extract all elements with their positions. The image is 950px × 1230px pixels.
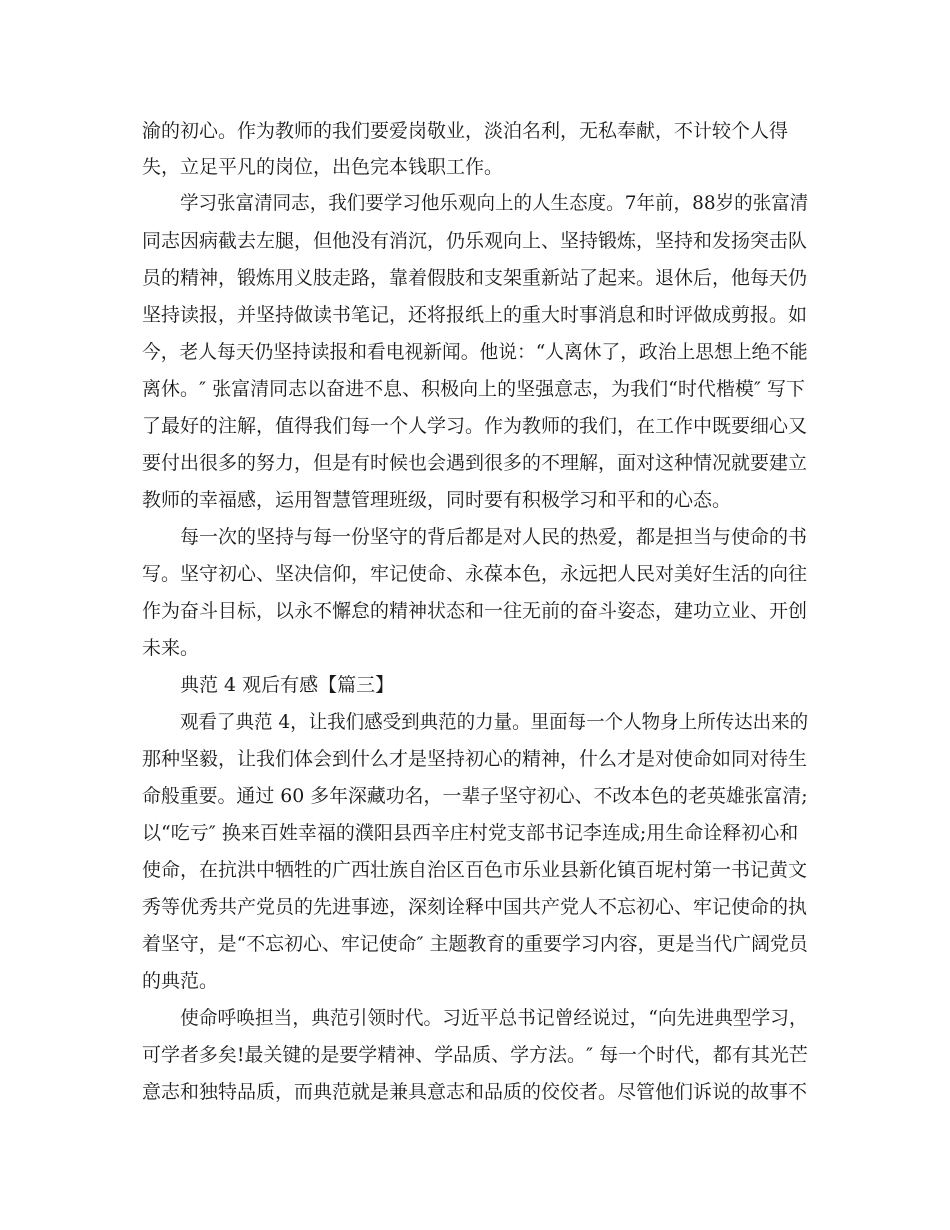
text-line: 作为奋斗目标，以永不懈怠的精神状态和一往无前的奋斗姿态，建功立业、开创	[142, 600, 808, 622]
text-line: 观看了典范 4，让我们感受到典范的力量。里面每一个人物身上所传达出来的	[180, 711, 809, 733]
text-line: 使命，在抗洪中牺牲的广西壮族自治区百色市乐业县新化镇百坭村第一书记黄文	[142, 859, 808, 881]
text-line: 写。坚守初心、坚决信仰，牢记使命、永葆本色，永远把人民对美好生活的向往	[142, 563, 808, 585]
section-heading: 典范 4 观后有感【篇三】	[180, 674, 395, 696]
text-line: 的典范。	[142, 970, 219, 992]
text-line: 离休。″ 张富清同志以奋进不息、积极向上的坚强意志，为我们“时代楷模″ 写下	[142, 378, 805, 400]
text-line: 意志和独特品质，而典范就是兼具意志和品质的佼佼者。尽管他们诉说的故事不	[142, 1081, 808, 1103]
text-line: 员的精神，锻炼用义肢走路，靠着假肢和支架重新站了起来。退休后，他每天仍	[142, 267, 808, 289]
text-line: 失，立足平凡的岗位，出色完本钱职工作。	[142, 156, 504, 178]
text-line: 使命呼唤担当，典范引领时代。习近平总书记曾经说过，“向先进典型学习，	[180, 1007, 808, 1029]
text-line: 学习张富清同志，我们要学习他乐观向上的人生态度。7年前，88岁的张富清	[180, 192, 809, 214]
text-line: 同志因病截去左腿，但他没有消沉，仍乐观向上、坚持锻炼，坚持和发扬突击队	[142, 230, 808, 252]
text-line: 要付出很多的努力，但是有时候也会遇到很多的不理解，面对这种情况就要建立	[142, 452, 808, 474]
text-line: 未来。	[142, 637, 200, 659]
text-line: 命般重要。通过 60 多年深藏功名，一辈子坚守初心、不改本色的老英雄张富清;	[142, 785, 808, 807]
text-line: 坚持读报，并坚持做读书笔记，还将报纸上的重大时事消息和时评做成剪报。如	[142, 304, 808, 326]
text-line: 以“吃亏″ 换来百姓幸福的濮阳县西辛庄村党支部书记李连成;用生命诠释初心和	[142, 822, 799, 844]
text-line: 渝的初心。作为教师的我们要爱岗敬业，淡泊名利，无私奉献，不计较个人得	[142, 120, 789, 142]
text-line: 着坚守，是“不忘初心、牢记使命″ 主题教育的重要学习内容，更是当代广阔党员	[142, 933, 808, 955]
text-line: 教师的幸福感，运用智慧管理班级，同时要有积极学习和平和的心态。	[142, 489, 732, 511]
text-line: 可学者多矣!最关键的是要学精神、学品质、学方法。″ 每一个时代，都有其光芒	[142, 1044, 808, 1066]
text-line: 那种坚毅，让我们体会到什么才是坚持初心的精神，什么才是对使命如同对待生	[142, 748, 808, 770]
text-line: 今，老人每天仍坚持读报和看电视新闻。他说：“人离休了，政治上思想上绝不能	[142, 341, 808, 363]
text-line: 每一次的坚持与每一份坚守的背后都是对人民的热爱，都是担当与使命的书	[180, 526, 808, 548]
text-line: 秀等优秀共产党员的先进事迹，深刻诠释中国共产党人不忘初心、牢记使命的执	[142, 896, 808, 918]
text-line: 了最好的注解，值得我们每一个人学习。作为教师的我们，在工作中既要细心又	[142, 415, 808, 437]
